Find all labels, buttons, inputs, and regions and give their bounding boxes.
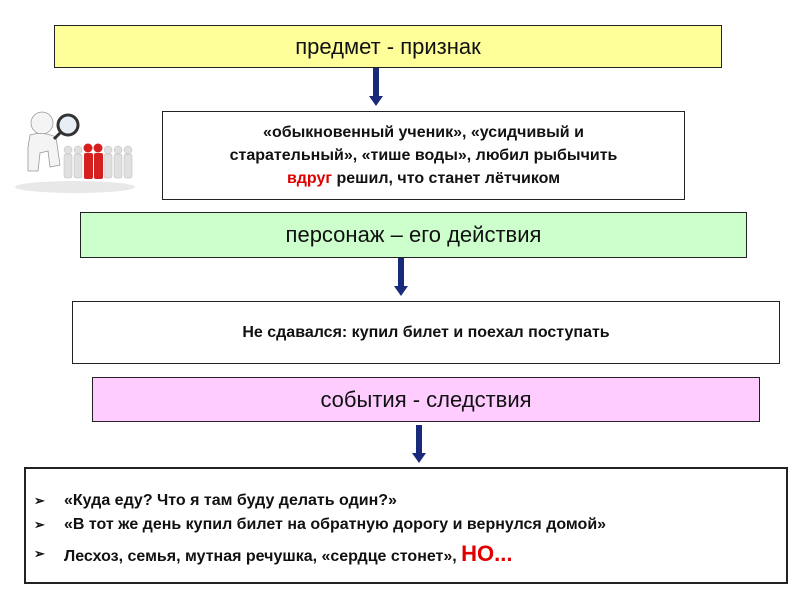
arrow-bullet-icon: ➢ [34,517,45,532]
traits-line-3 [230,167,618,190]
list-item-text: Лесхоз, семья, мутная речушка, «сердце стонет», [64,548,462,565]
list-item [34,513,606,537]
character-traits-box [162,111,685,200]
down-arrow-icon [368,68,384,108]
header-subject-attribute-text: предмет - признак [295,33,481,59]
list-item [34,537,606,571]
down-arrow-icon [411,425,427,465]
list-item-text: «Куда еду? Что я там буду делать один?» [64,492,397,509]
traits-line-2: старательный», «тише воды», любил рыбычить [229,147,618,164]
traits-highlight: вдруг [286,170,333,187]
list-item-text: «В тот же день купил билет на обратную дорогу и вернулся домой» [64,516,607,533]
actions-box [72,301,780,364]
list-highlight: НО... [461,541,513,566]
header-character-actions [80,212,747,258]
actions-text: Не сдавался: купил билет и поехал поступать [242,323,610,341]
arrow-bullet-icon: ➢ [34,493,45,508]
traits-line-3-rest: решил, что станет лётчиком [332,170,561,187]
header-events-consequences-text: события - следствия [320,386,532,412]
magnifier-figures-illustration [10,95,140,195]
traits-line-1: «обыкновенный ученик», «усидчивый и [263,124,584,141]
arrow-bullet-icon: ➢ [34,546,45,561]
down-arrow-icon [393,258,409,298]
header-subject-attribute [54,25,722,68]
list-item [34,489,606,513]
header-character-actions-text: персонаж – его действия [285,222,542,247]
consequences-list [34,489,606,571]
header-events-consequences [92,377,760,422]
consequences-box [24,467,788,584]
